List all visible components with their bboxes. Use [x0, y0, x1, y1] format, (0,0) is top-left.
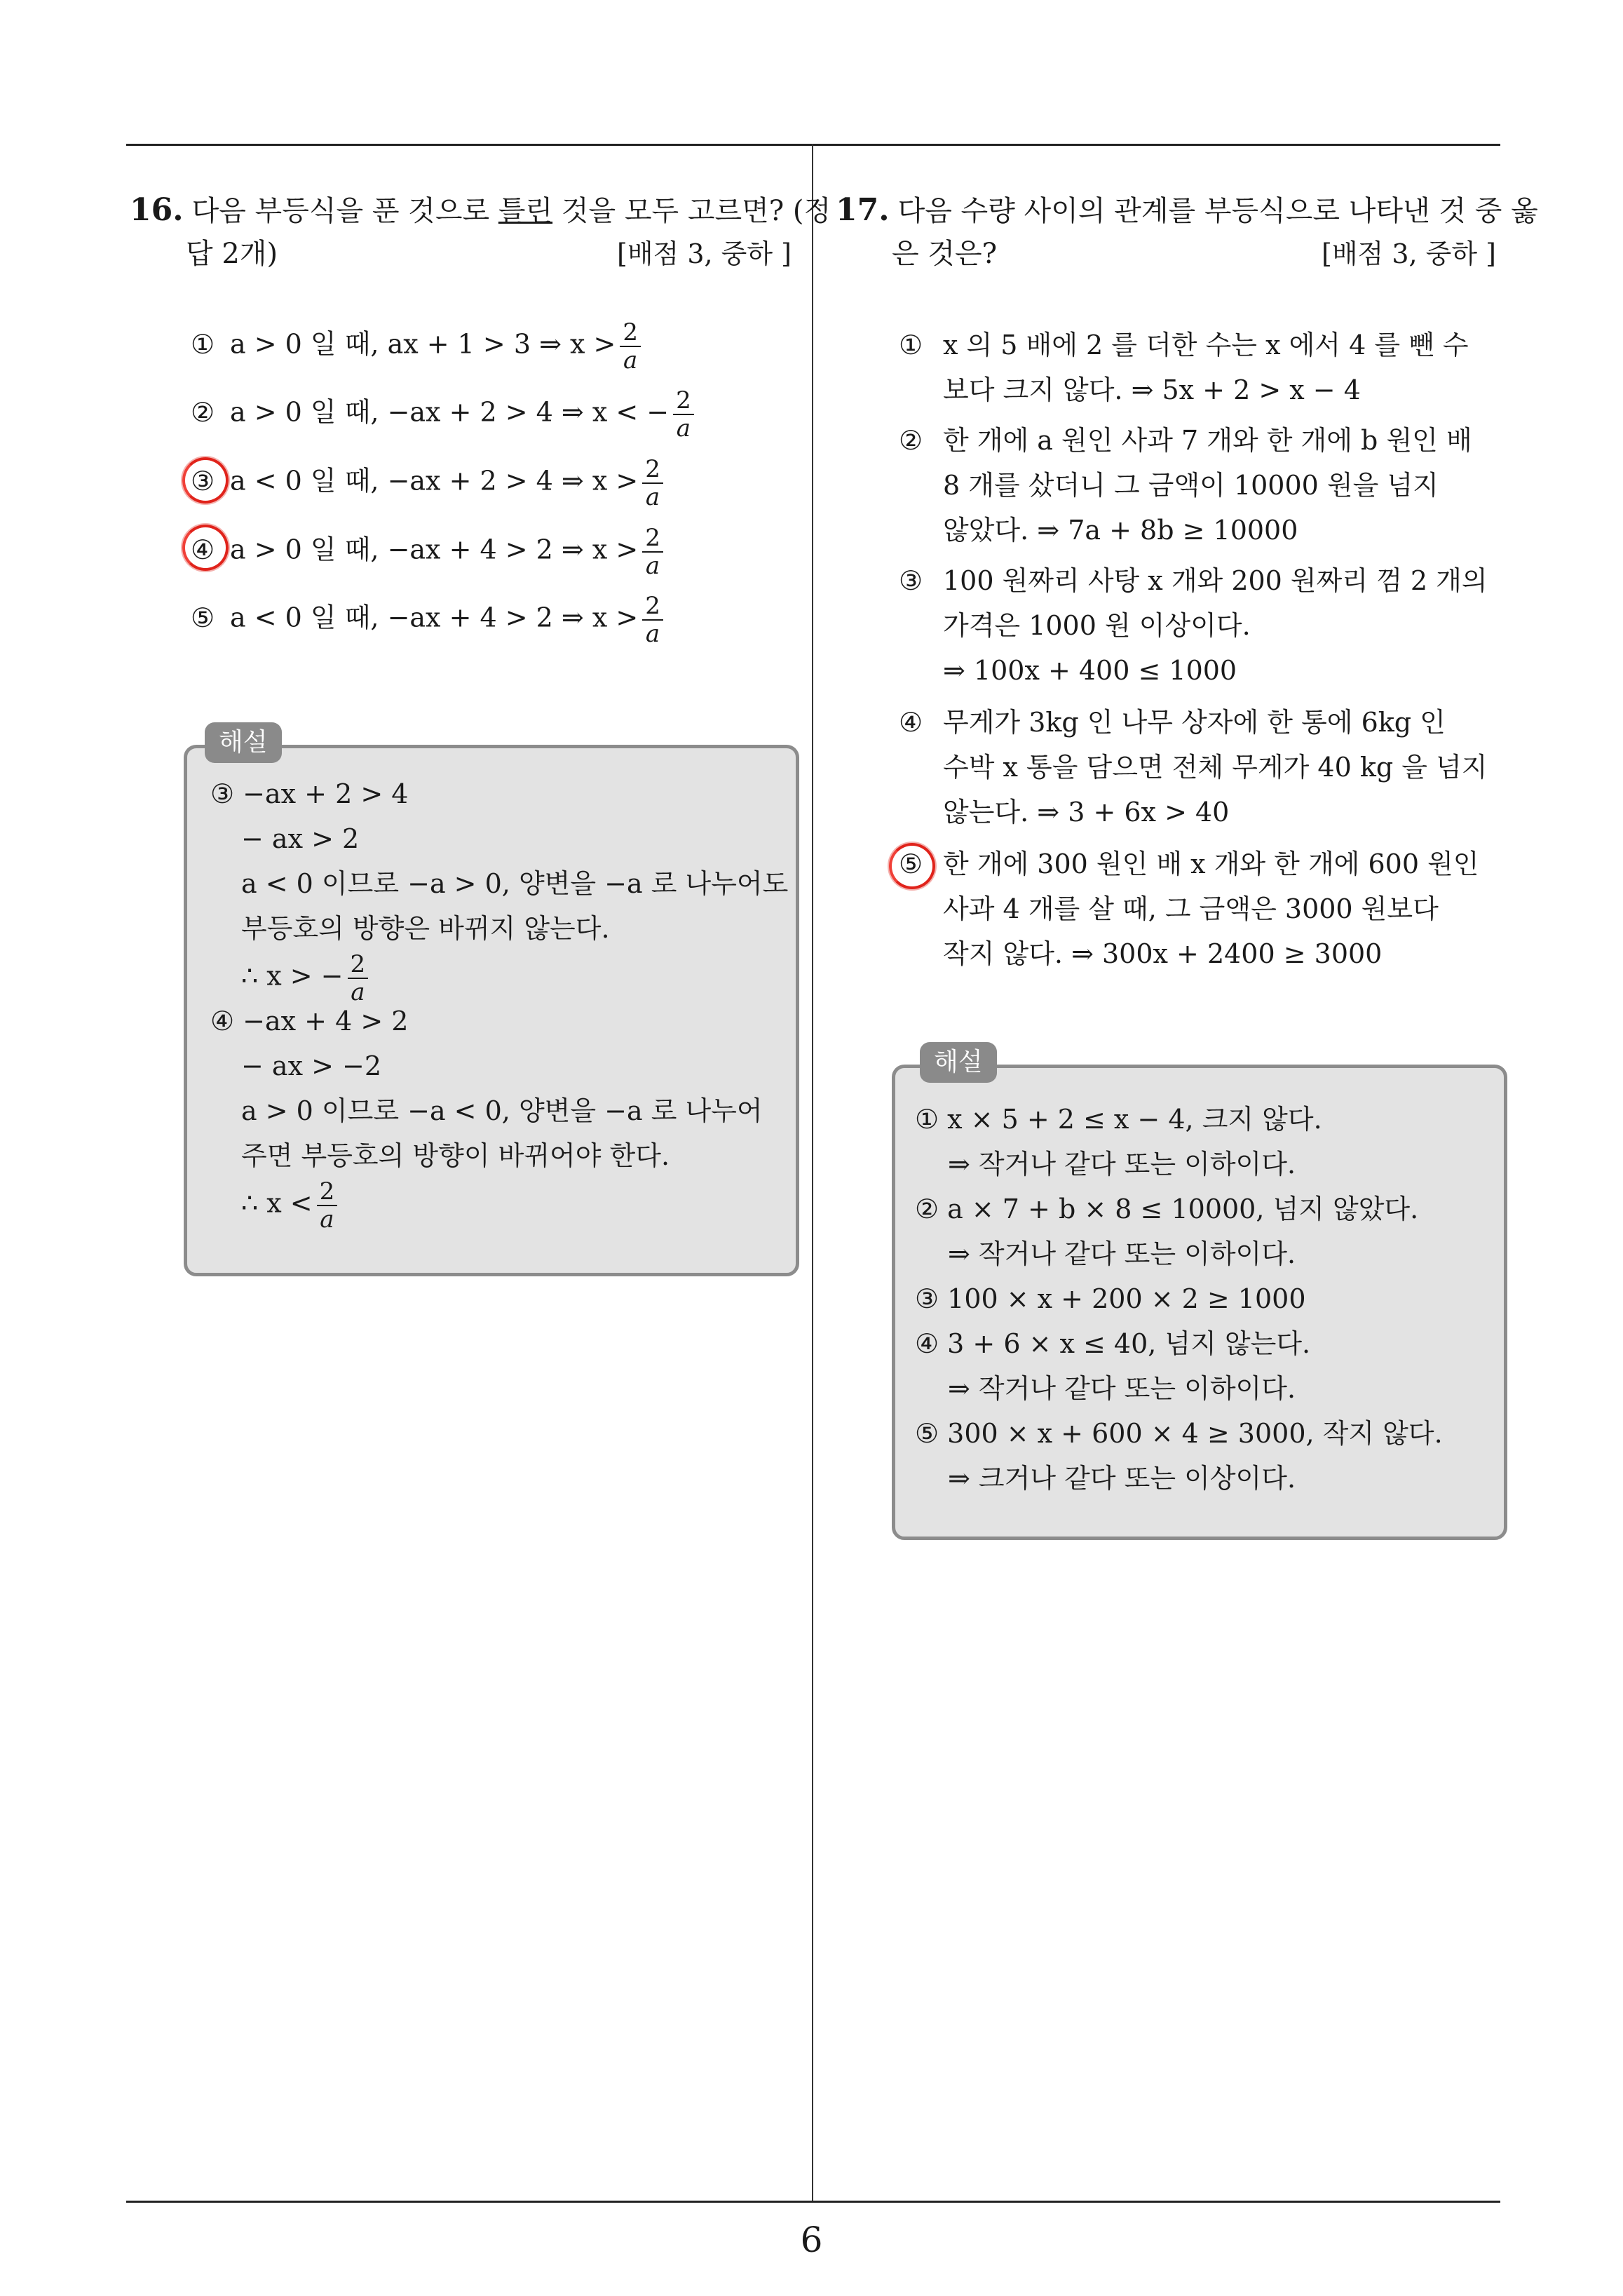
fraction-num: 2 [642, 593, 663, 621]
q17-exp-line: ② a × 7 + b × 8 ≤ 10000, 넘지 않았다. [915, 1194, 1419, 1224]
option-line: 사과 4 개를 살 때, 그 금액은 3000 원보다 [943, 893, 1439, 924]
q17-line1: 다음 수량 사이의 관계를 부등식으로 나타낸 것 중 옳 [897, 195, 1538, 227]
q16-exp-line: ③ −ax + 2 > 4 [210, 778, 409, 809]
fraction-den: a [645, 620, 660, 648]
option-mark: ② [899, 425, 923, 456]
top-rule [126, 144, 1500, 146]
q17-exp-line: ⇒ 작거나 같다 또는 이하이다. [948, 1149, 1296, 1180]
option-line: 가격은 1000 원 이상이다. [943, 610, 1251, 641]
q17-exp-line: ④ 3 + 6 × x ≤ 40, 넘지 않는다. [915, 1328, 1311, 1359]
q16-exp-line [241, 951, 368, 1006]
q17-exp-line: ③ 100 × x + 200 × 2 ≥ 1000 [915, 1283, 1306, 1314]
fraction-num: 2 [348, 951, 369, 979]
q17-exp-line: ⇒ 작거나 같다 또는 이하이다. [948, 1238, 1296, 1269]
option-mark: ② [191, 396, 215, 428]
option-mark: ① [899, 330, 923, 360]
fraction-num: 2 [673, 387, 694, 415]
option-text: a < 0 일 때, −ax + 4 > 2 ⇒ x > [230, 602, 639, 633]
option-text: a > 0 일 때, −ax + 2 > 4 ⇒ x < [230, 396, 639, 428]
option-mark: ⑤ [191, 602, 215, 633]
answer-circle-q17-5 [889, 843, 935, 889]
option-line: 한 개에 300 원인 배 x 개와 한 개에 600 원인 [943, 849, 1479, 879]
q17-number: 17. [836, 192, 890, 228]
option-line: 무게가 3kg 인 나무 상자에 한 통에 6kg 인 [943, 707, 1446, 738]
q16-underlined: 틀린 [498, 195, 553, 227]
option-fraction [620, 319, 641, 374]
option-line: 수박 x 통을 담으면 전체 무게가 40 kg 을 넘지 [943, 752, 1488, 783]
q16-option-5[interactable] [191, 593, 663, 647]
column-divider [812, 144, 813, 2202]
fraction-den: a [645, 552, 660, 580]
option-fraction [642, 456, 663, 511]
option-text: a > 0 일 때, −ax + 4 > 2 ⇒ x > [230, 534, 639, 565]
option-mark: ④ [899, 707, 923, 738]
q16-exp-line: a > 0 이므로 −a < 0, 양변을 −a 로 나누어 [241, 1095, 763, 1126]
option-fraction [642, 525, 663, 579]
q16-option-1[interactable] [191, 319, 641, 374]
fraction-num: 2 [317, 1178, 338, 1206]
fraction-num: 2 [642, 525, 663, 553]
option-line: 않았다. ⇒ 7a + 8b ≥ 10000 [943, 515, 1298, 546]
q17-exp-line: ① x × 5 + 2 ≤ x − 4, 크지 않다. [915, 1104, 1322, 1135]
q16-option-4[interactable] [191, 525, 663, 579]
option-line: 한 개에 a 원인 사과 7 개와 한 개에 b 원인 배 [943, 425, 1472, 456]
option-line: 작지 않다. ⇒ 300x + 2400 ≥ 3000 [943, 938, 1383, 969]
option-fraction [673, 387, 694, 442]
q16-meta: [배점 3, 중하 ] [617, 238, 792, 269]
option-mark: ③ [191, 465, 215, 497]
exp-fraction [348, 951, 369, 1006]
bottom-rule [126, 2201, 1500, 2203]
option-line: 보다 크지 않다. ⇒ 5x + 2 > x − 4 [943, 374, 1361, 405]
q16-exp-line: 주면 부등호의 방향이 바뀌어야 한다. [241, 1140, 670, 1171]
option-line: 100 원짜리 사탕 x 개와 200 원짜리 껌 2 개의 [943, 565, 1488, 596]
q16-number: 16. [130, 192, 184, 228]
q16-exp-line: − ax > 2 [241, 823, 360, 854]
fraction-den: a [623, 346, 638, 374]
option-line: x 의 5 배에 2 를 더한 수는 x 에서 4 를 뺀 수 [943, 330, 1469, 360]
q16-header [130, 188, 831, 234]
answer-circle-q16-4 [182, 525, 229, 571]
q16-option-3[interactable] [191, 456, 663, 511]
option-sign: − [646, 396, 670, 428]
q17-header [836, 188, 1538, 234]
fraction-num: 2 [642, 456, 663, 484]
option-fraction [642, 593, 663, 647]
option-mark: ④ [191, 534, 215, 565]
q17-exp-line: ⇒ 작거나 같다 또는 이하이다. [948, 1373, 1296, 1404]
option-line: 8 개를 샀더니 그 금액이 10000 원을 넘지 [943, 470, 1439, 501]
exp-text: ∴ x > − [241, 960, 344, 992]
q16-text-b: 것을 모두 고르면? (정 [552, 195, 831, 227]
option-text: a < 0 일 때, −ax + 2 > 4 ⇒ x > [230, 465, 639, 497]
fraction-den: a [645, 483, 660, 511]
option-mark: ① [191, 328, 215, 360]
q16-exp-line: 부등호의 방향은 바뀌지 않는다. [241, 913, 610, 944]
q16-exp-line: a < 0 이므로 −a > 0, 양변을 −a 로 나누어도 [241, 868, 789, 899]
option-mark: ⑤ [899, 849, 923, 879]
option-mark: ③ [899, 565, 923, 596]
q16-exp-line [241, 1178, 337, 1233]
page-number: 6 [800, 2220, 823, 2260]
fraction-num: 2 [620, 319, 641, 347]
q16-exp-line: ④ −ax + 4 > 2 [210, 1006, 409, 1036]
q16-text-a: 다음 부등식을 푼 것으로 [191, 195, 498, 227]
q16-line2: 답 2개) [186, 238, 278, 270]
answer-circle-q16-3 [182, 457, 229, 504]
option-text: a > 0 일 때, ax + 1 > 3 ⇒ x > [230, 328, 616, 360]
q16-exp-line: − ax > −2 [241, 1051, 382, 1081]
option-line: 않는다. ⇒ 3 + 6x > 40 [943, 797, 1230, 828]
q17-exp-line: ⑤ 300 × x + 600 × 4 ≥ 3000, 작지 않다. [915, 1418, 1443, 1449]
exp-text: ∴ x < [241, 1187, 313, 1219]
q17-line2: 은 것은? [892, 238, 998, 270]
q16-option-2[interactable] [191, 387, 694, 442]
q17-meta: [배점 3, 중하 ] [1322, 238, 1496, 269]
option-line: ⇒ 100x + 400 ≤ 1000 [943, 655, 1237, 686]
fraction-den: a [676, 414, 691, 443]
q17-exp-line: ⇒ 크거나 같다 또는 이상이다. [948, 1463, 1296, 1494]
fraction-den: a [320, 1206, 334, 1234]
q16-explanation-badge: 해설 [205, 722, 282, 763]
exp-fraction [317, 1178, 338, 1233]
fraction-den: a [351, 978, 365, 1006]
q17-explanation-badge: 해설 [920, 1042, 997, 1083]
